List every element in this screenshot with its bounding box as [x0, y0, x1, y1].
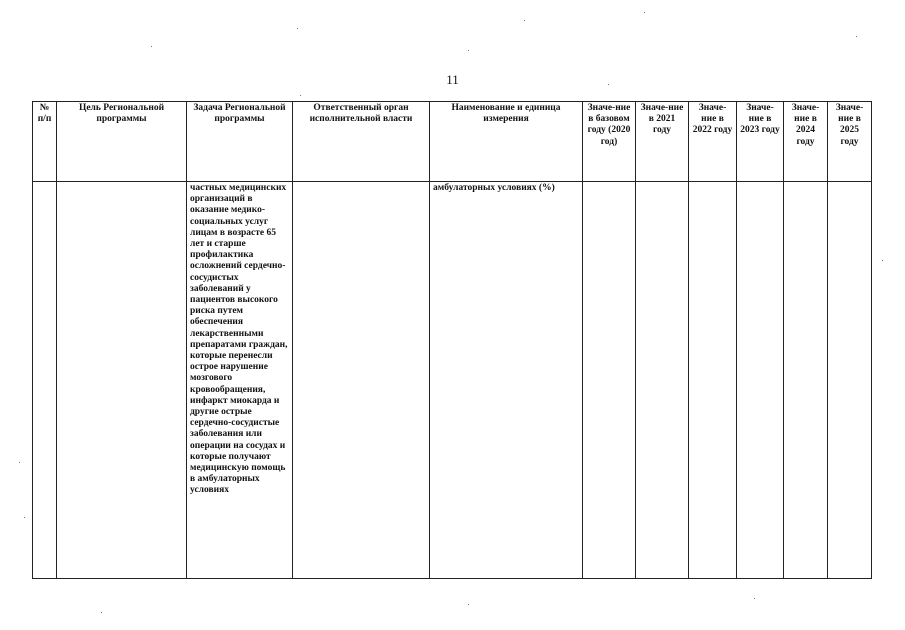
header-goal: Цель Региональной программы	[57, 102, 187, 182]
header-indicator-name: Наименование и единица измерения	[430, 102, 583, 182]
cell-2022	[689, 182, 737, 579]
cell-indicator-name: амбулаторных условиях (%)	[430, 182, 583, 579]
cell-2021	[636, 182, 689, 579]
cell-2023	[737, 182, 784, 579]
cell-responsible-body	[293, 182, 430, 579]
indicator-table	[32, 101, 872, 579]
table-header-row	[33, 102, 872, 182]
header-2023: Значе-ние в 2023 году	[737, 102, 784, 182]
cell-2024	[784, 182, 828, 579]
header-2022: Значе-ние в 2022 году	[689, 102, 737, 182]
cell-number	[33, 182, 57, 579]
scan-speck	[468, 50, 469, 51]
scan-speck	[19, 462, 20, 463]
table-row	[33, 182, 872, 579]
header-2021: Значе-ние в 2021 году	[636, 102, 689, 182]
scan-speck	[101, 612, 102, 613]
cell-2025	[828, 182, 872, 579]
scan-speck	[882, 260, 883, 261]
scan-speck	[644, 12, 645, 13]
header-2024: Значе-ние в 2024 году	[784, 102, 828, 182]
scan-speck	[608, 84, 609, 85]
scan-speck	[754, 598, 755, 599]
scan-speck	[856, 36, 857, 37]
header-task: Задача Региональной программы	[187, 102, 293, 182]
cell-base-year	[583, 182, 636, 579]
header-number: № п/п	[33, 102, 57, 182]
header-responsible-body: Ответственный орган исполнительной власти	[293, 102, 430, 182]
header-base-year: Значе-ние в базовом году (2020 год)	[583, 102, 636, 182]
page-number: 11	[446, 72, 459, 87]
cell-task: частных медицинских организаций в оказание медико-социальных услуг лицам в возрасте 65 лет и старше профилактика осложнений сердечно-сосудистых заболеваний у пациентов высокого риска путем обеспечения лекарственными препаратами граждан, которые перенесли острое нарушение мозгового кровообращения, инфаркт миокарда и другие острые сердечно-сосудистые заболевания или операции на сосудах и которые получают медицинскую помощь в амбулаторных условиях	[187, 182, 293, 579]
scan-speck	[297, 28, 298, 29]
scan-speck	[524, 20, 525, 21]
scan-speck	[24, 517, 25, 518]
scan-speck	[151, 46, 152, 47]
cell-goal	[57, 182, 187, 579]
scan-speck	[300, 95, 301, 96]
scan-speck	[468, 604, 469, 605]
header-2025: Значе-ние в 2025 году	[828, 102, 872, 182]
